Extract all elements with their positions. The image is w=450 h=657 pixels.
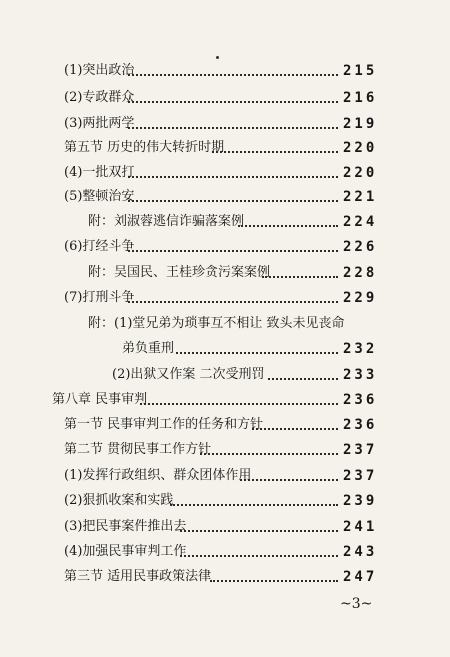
toc-entry [0,490,450,512]
dot-leader [268,378,338,380]
toc-entry-page: 229 [343,290,378,306]
toc-entry-title: 第一节 民事审判工作的任务和方针 [64,417,264,432]
dot-leader [128,200,338,202]
dot-leader [180,555,338,557]
dot-leader [210,580,338,582]
dot-leader [252,428,338,430]
toc-entry [0,236,450,258]
toc-entry-page: 226 [343,239,378,255]
toc-entry-title: (3)把民事案件推出去 [64,519,187,534]
toc-entry [0,338,450,360]
dot-leader [128,176,338,178]
toc-entry-title: (4)一批双打 [64,165,135,180]
toc-entry [0,364,450,386]
toc-entry-page: 220 [343,140,378,156]
toc-entry [0,439,450,461]
dot-leader [238,225,338,227]
toc-entry-page: 219 [343,116,378,132]
toc-entry-page: 247 [343,569,378,585]
page-number: ~3~ [340,596,373,612]
toc-entry-title: (4)加强民事审判工作 [64,544,187,559]
toc-entry-title: 附：吴国民、王桂珍贪污案案例 [88,265,271,280]
toc-entry [0,389,450,411]
dot-leader [140,403,338,405]
toc-entry-title: (2)狠抓收案和实践 [64,493,174,508]
toc-entry-title: (1)突出政治 [64,63,135,78]
toc-entry [0,113,450,135]
toc-entry-title: (7)打刑斗争 [64,290,135,305]
toc-entry-title: (3)两批两学 [64,116,135,131]
dot-leader [200,453,338,455]
toc-entry-title: (2)出狱又作案 二次受刑罚 [112,367,265,382]
dot-leader [128,74,338,76]
toc-entry-title: 弟负重刑 [122,341,175,356]
toc-entry-page: 236 [343,417,378,433]
toc-entry-page: 237 [343,442,378,458]
toc-entry-page: 228 [343,265,378,281]
toc-entry [0,262,450,284]
dot-leader [262,276,338,278]
toc-entry-page: 239 [343,493,378,509]
dot-leader [170,504,338,506]
toc-entry [0,313,450,335]
toc-entry [0,87,450,109]
dot-leader [128,301,338,303]
toc-entry-page: 215 [343,63,378,79]
dot-leader [128,127,338,129]
toc-entry [0,162,450,184]
dot-leader [176,352,338,354]
toc-entry-page: 237 [343,468,378,484]
toc-entry-title: 第五节 历史的伟大转折时期 [64,140,225,155]
toc-entry-page: 232 [343,341,378,357]
toc-entry [0,211,450,233]
toc-entry [0,287,450,309]
toc-entry-page: 216 [343,90,378,106]
toc-entry [0,60,450,82]
dot-leader [180,530,338,532]
toc-entry-page: 236 [343,392,378,408]
toc-entry-page: 243 [343,544,378,560]
toc-entry-title: 第二节 贯彻民事工作方针 [64,442,212,457]
toc-entry-page: 241 [343,519,378,535]
toc-entry-title: 附：刘淑蓉逃信诈骗落案例 [88,214,245,229]
toc-entry-title: (5)整顿治安 [64,189,135,204]
dot-leader [128,250,338,252]
toc-entry-page: 233 [343,367,378,383]
toc-entry-page: 224 [343,214,378,230]
toc-entry-title: (2)专政群众 [64,90,135,105]
toc-entry [0,465,450,487]
dot-leader [212,151,338,153]
toc-entry [0,414,450,436]
dot-leader [128,101,338,103]
toc-entry [0,516,450,538]
toc-entry-page: 220 [343,165,378,181]
toc-entry [0,186,450,208]
toc-entry-title: (6)打经斗争 [64,239,135,254]
toc-entry [0,541,450,563]
dot-leader [240,479,338,481]
toc-entry-title: 第八章 民事审判 [52,392,148,407]
toc-entry-page: 221 [343,189,378,205]
toc-entry [0,566,450,588]
toc-entry-title: 附：(1)堂兄弟为琐事互不相让 致头未见丧命 [88,316,345,331]
page-speck [216,56,219,59]
toc-entry-title: 第三节 适用民事政策法律 [64,569,212,584]
toc-entry-title: (1)发挥行政组织、群众团体作用 [64,468,252,483]
toc-entry [0,137,450,159]
